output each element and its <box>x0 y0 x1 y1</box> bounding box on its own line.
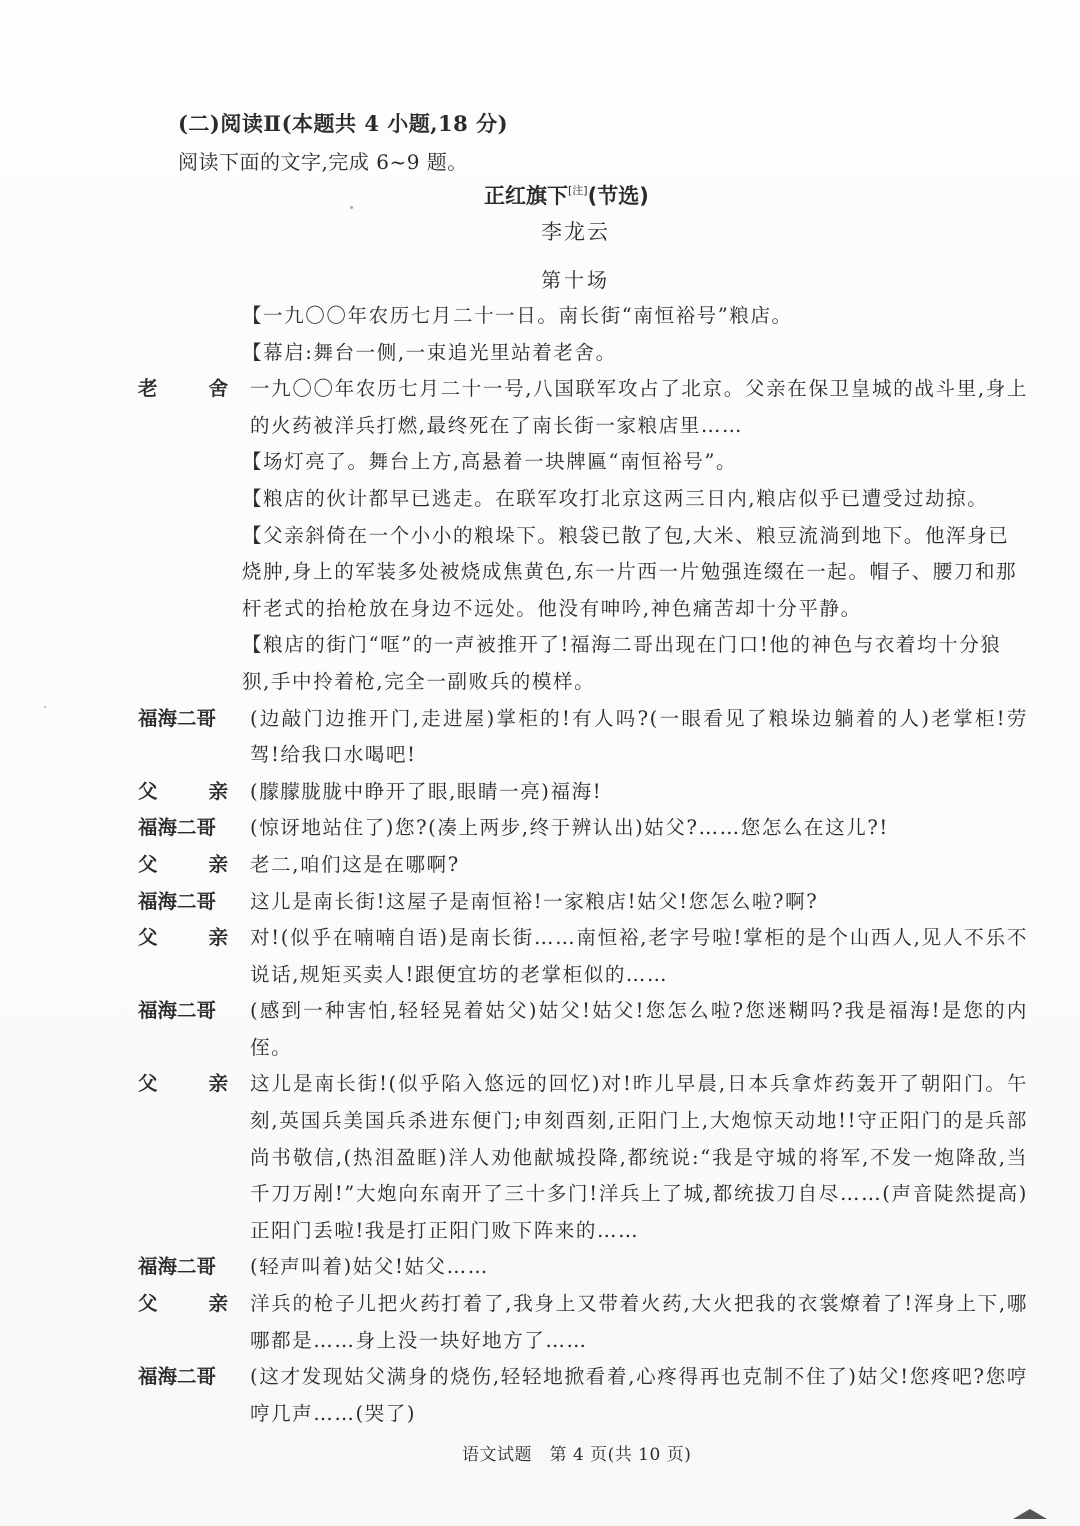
speaker-label <box>138 847 228 884</box>
dialogue-text: 这儿是南长街!这屋子是南恒裕!一家粮店!姑父!您怎么啦?啊? <box>250 889 819 913</box>
stage-direction: 【粮店的街门“哐”的一声被推开了!福海二哥出现在门口!他的神色与衣着均十分狼狈,手中拎着枪,完全一副败兵的模样。 <box>242 633 1002 693</box>
play-script <box>138 298 1028 1432</box>
page-footer: 语文试题 第 4 页(共 10 页) <box>462 1445 692 1465</box>
speaker-label: 福海二哥 <box>138 1255 217 1279</box>
speaker-char: 亲 <box>208 779 228 803</box>
speaker-label <box>138 371 228 408</box>
speaker-char: 亲 <box>208 1072 228 1096</box>
dialogue-line <box>138 1286 1028 1359</box>
speaker-char: 亲 <box>208 926 228 950</box>
dialogue-line <box>138 993 1028 1066</box>
work-title-text: 正红旗下 <box>484 184 568 208</box>
stage-direction: 【粮店的伙计都早已逃走。在联军攻打北京这两三日内,粮店似乎已遭受过劫掠。 <box>242 486 989 510</box>
dialogue-text: (这才发现姑父满身的烧伤,轻轻地掀看着,心疼得再也克制不住了)姑父!您疼吧?您哼哼几声……(哭了) <box>250 1365 1028 1425</box>
speaker-label: 福海二哥 <box>138 706 217 730</box>
speaker-label <box>138 1286 228 1323</box>
speaker-label <box>138 920 228 957</box>
dialogue-line <box>138 1359 1028 1432</box>
scroll-to-top-icon[interactable] <box>1013 1509 1047 1519</box>
work-title-suffix: (节选) <box>587 184 649 208</box>
dialogue-text: (边敲门边推开门,走进屋)掌柜的!有人吗?(一眼看见了粮垛边躺着的人)老掌柜!劳驾!给我口水喝吧! <box>250 706 1028 767</box>
dialogue-text: 老二,咱们这是在哪啊? <box>250 852 460 876</box>
section-heading: (二)阅读Ⅱ(本题共 4 小题,18 分) <box>178 111 509 136</box>
scan-speck <box>44 706 46 708</box>
speaker-char: 父 <box>138 1292 158 1316</box>
speaker-char: 舍 <box>208 377 228 401</box>
speaker-label: 福海二哥 <box>138 889 217 913</box>
stage-direction: 【场灯亮了。舞台上方,高悬着一块牌匾“南恒裕号”。 <box>242 450 738 474</box>
dialogue-text: (朦朦胧胧中睁开了眼,眼睛一亮)福海! <box>250 779 603 803</box>
dialogue-line <box>138 774 1028 811</box>
dialogue-text: 这儿是南长街!(似乎陷入悠远的回忆)对!昨儿早晨,日本兵拿炸药轰开了朝阳门。午刻,英国兵美国兵杀进东便门;申刻酉刻,正阳门上,大炮惊天动地!!守正阳门的是兵部尚书敬信,(热泪盈眶)洋人劝他献城投降,都统说:“我是守城的将军,不发一炮降敌,当千刀万剐!”大炮向东南开了三十多门!洋兵上了城,都统拔刀自尽……(声音陡然提高)正阳门丢啦!我是打正阳门败下阵来的…… <box>250 1072 1028 1242</box>
dialogue-line <box>138 920 1028 993</box>
dialogue-line <box>138 701 1028 774</box>
reading-instruction: 阅读下面的文字,完成 6~9 题。 <box>178 150 468 174</box>
dialogue-line <box>138 1066 1028 1249</box>
speaker-char: 亲 <box>208 852 228 876</box>
dialogue-text: 洋兵的枪子儿把火药打着了,我身上又带着火药,大火把我的衣裳燎着了!浑身上下,哪哪都是……身上没一块好地方了…… <box>250 1292 1028 1352</box>
author-name: 李龙云 <box>541 220 610 244</box>
dialogue-text: (惊讶地站住了)您?(凑上两步,终于辨认出)姑父?……您怎么在这儿?! <box>250 816 889 840</box>
speaker-char: 父 <box>138 926 158 950</box>
dialogue-line <box>138 371 1028 444</box>
speaker-char: 父 <box>138 1072 158 1096</box>
footnote-marker: [注] <box>568 184 588 197</box>
dialogue-text: (轻声叫着)姑父!姑父…… <box>250 1255 489 1279</box>
speaker-label <box>138 774 228 811</box>
dialogue-line <box>138 884 1028 921</box>
dialogue-text: 对!(似乎在喃喃自语)是南长街……南恒裕,老字号啦!掌柜的是个山西人,见人不乐不说话,规矩买卖人!跟便宜坊的老掌柜似的…… <box>250 926 1028 986</box>
speaker-char: 父 <box>138 852 158 876</box>
dialogue-text: 一九〇〇年农历七月二十一号,八国联军攻占了北京。父亲在保卫皇城的战斗里,身上的火药被洋兵打燃,最终死在了南长街一家粮店里…… <box>250 377 1028 437</box>
speaker-label: 福海二哥 <box>138 816 217 840</box>
dialogue-line <box>138 1249 1028 1286</box>
speaker-label: 福海二哥 <box>138 1365 217 1389</box>
speaker-label: 福海二哥 <box>138 999 217 1023</box>
scan-speck <box>350 206 353 209</box>
stage-direction: 【父亲斜倚在一个小小的粮垛下。粮袋已散了包,大米、粮豆流淌到地下。他浑身已烧肿,身上的军装多处被烧成焦黄色,东一片西一片勉强连缀在一起。帽子、腰刀和那杆老式的抬枪放在身边不远处。他没有呻吟,神色痛苦却十分平静。 <box>242 523 1018 620</box>
work-title <box>484 180 649 210</box>
stage-direction: 【幕启:舞台一侧,一束追光里站着老舍。 <box>242 340 617 364</box>
dialogue-text: (感到一种害怕,轻轻晃着姑父)姑父!姑父!您怎么啦?您迷糊吗?我是福海!是您的内侄。 <box>250 999 1028 1059</box>
dialogue-line <box>138 847 1028 884</box>
speaker-char: 老 <box>138 377 158 401</box>
speaker-label <box>138 1066 228 1103</box>
scene-heading: 第十场 <box>541 268 610 292</box>
speaker-char: 亲 <box>208 1292 228 1316</box>
stage-direction: 【一九〇〇年农历七月二十一日。南长街“南恒裕号”粮店。 <box>242 304 793 327</box>
speaker-char: 父 <box>138 779 158 803</box>
dialogue-line <box>138 810 1028 847</box>
